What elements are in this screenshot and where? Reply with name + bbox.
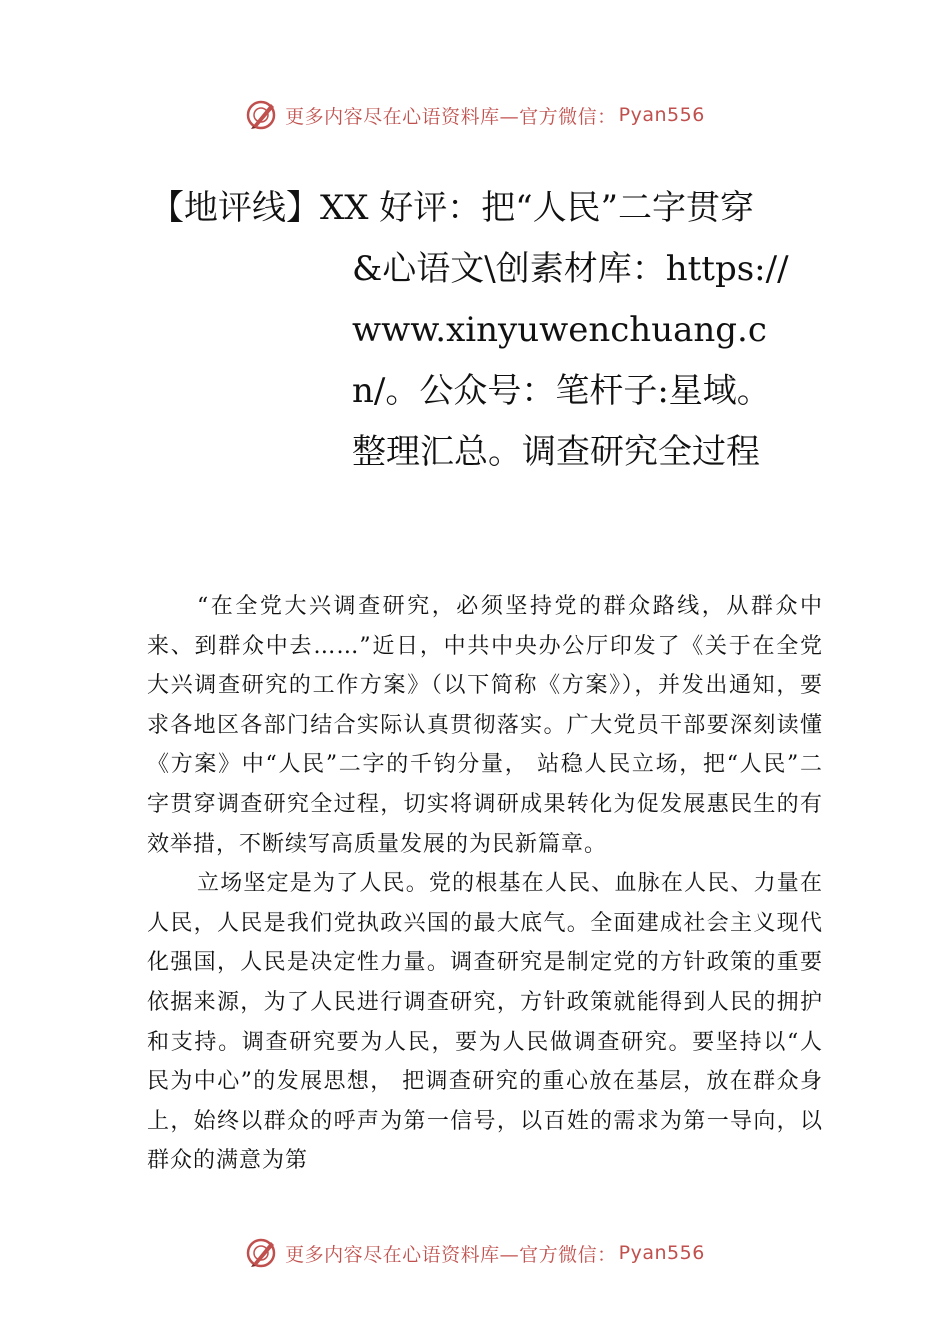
- banner-text: 更多内容尽在心语资料库—官方微信：: [285, 105, 617, 128]
- header-banner: [0, 95, 950, 135]
- document-title: [150, 178, 810, 483]
- pen-logo-icon: [245, 98, 279, 132]
- pen-logo-icon: [245, 1236, 279, 1270]
- paragraph-1: “在全党大兴调查研究，必须坚持党的群众路线，从群众中来、到群众中去……”近日，中共中央办公厅印发了《关于在全党大兴调查研究的工作方案》（以下简称《方案》），并发出通知，要求各地区各部门结合实际认真贯彻落实。广大党员干部要深刻读懂《方案》中“人民”二字的千钧分量， 站稳人民立场，把“人民”二字贯穿调查研究全过程，切实将调研成果转化为促发展惠民生的有效举措，不断续写高质量发展的为民新篇章。: [147, 594, 823, 857]
- banner-text: 更多内容尽在心语资料库—官方微信：: [285, 1243, 617, 1266]
- footer-banner: [0, 1233, 950, 1273]
- document-body: [147, 587, 823, 1181]
- banner-wechat-id: Pyan556: [618, 1242, 705, 1264]
- title-line-1: 【地评线】XX 好评：把“人民”二字贯穿: [150, 188, 754, 228]
- banner-wechat-id: Pyan556: [618, 104, 705, 126]
- title-continuation: &心语文\创素材库：https://www.xinyuwenchuang.cn/。公众号：笔杆子:星域。整理汇总。调查研究全过程: [352, 249, 789, 472]
- paragraph-2: 立场坚定是为了人民。党的根基在人民、血脉在人民、力量在人民，人民是我们党执政兴国的最大底气。全面建成社会主义现代化强国，人民是决定性力量。调查研究是制定党的方针政策的重要依据来源，为了人民进行调查研究，方针政策就能得到人民的拥护和支持。调查研究要为人民，要为人民做调查研究。要坚持以“人民为中心”的发展思想， 把调查研究的重心放在基层，放在群众身上，始终以群众的呼声为第一信号，以百姓的需求为第一导向，以群众的满意为第: [147, 871, 823, 1174]
